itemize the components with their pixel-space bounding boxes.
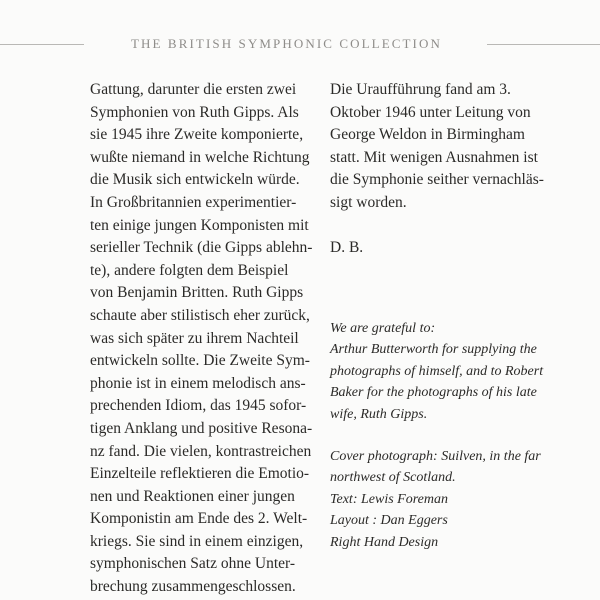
- text-line: sie 1945 ihre Zweite komponierte,: [90, 126, 304, 144]
- text-line: nen und Reaktionen einer jungen: [90, 487, 295, 505]
- text-credit: Text: Lewis Foreman: [330, 491, 448, 507]
- page-header: [0, 36, 600, 54]
- text-line: Gattung, darunter die ersten zwei: [90, 81, 297, 98]
- text-line: die Symphonie seither vernachläs-: [330, 171, 544, 189]
- text-line: phonie ist in einem melodisch ans-: [90, 374, 306, 392]
- left-text-column: [90, 79, 325, 599]
- text-line: statt. Mit wenigen Ausnahmen ist: [330, 148, 538, 166]
- right-text-column: [330, 79, 590, 259]
- acknowledgement-line: wife, Ruth Gipps.: [330, 406, 428, 422]
- text-line: Symphonien von Ruth Gipps. Als: [90, 103, 299, 121]
- text-line: kriegs. Sie sind in einem einzigen,: [90, 532, 304, 550]
- text-line: schaute aber stilistisch eher zurück,: [90, 306, 310, 324]
- text-line: entwickeln sollte. Die Zweite Sym-: [90, 352, 310, 370]
- text-line: von Benjamin Britten. Ruth Gipps: [90, 284, 304, 302]
- author-signature: D. B.: [330, 238, 364, 256]
- acknowledgement-line: Baker for the photographs of his late: [330, 385, 537, 401]
- series-title: THE BRITISH SYMPHONIC COLLECTION: [131, 36, 442, 51]
- text-line: die Musik sich entwickeln würde.: [90, 171, 300, 189]
- text-line: te), andere folgten dem Beispiel: [90, 261, 289, 279]
- acknowledgement-line: photographs of himself, and to Robert: [330, 363, 544, 379]
- text-line: was sich später zu ihrem Nachteil: [90, 329, 299, 347]
- text-line: Einzelteile reflektieren die Emotio-: [90, 465, 310, 483]
- cover-photo-credit: northwest of Scotland.: [330, 470, 456, 486]
- text-line: In Großbritannien experimentier-: [90, 193, 297, 211]
- cover-photo-credit: Cover photograph: Suilven, in the far: [330, 449, 541, 465]
- text-line: wußte niemand in welche Richtung: [90, 148, 310, 166]
- acknowledgement-line: Arthur Butterworth for supplying the: [330, 342, 537, 358]
- text-line: nz fand. Die vielen, kontrastreichen: [90, 442, 312, 460]
- text-line: serieller Technik (die Gipps ablehn-: [90, 239, 313, 257]
- text-line: prechenden Idiom, das 1945 sofor-: [90, 397, 307, 415]
- text-line: symphonischen Satz ohne Unter-: [90, 555, 296, 573]
- header-rule-left: [0, 44, 84, 45]
- text-line: Komponistin am Ende des 2. Welt-: [90, 510, 308, 528]
- layout-credit: Layout : Dan Eggers: [330, 513, 448, 529]
- header-rule-right: [487, 44, 600, 45]
- text-line: ten einige jungen Komponisten mit: [90, 216, 309, 234]
- credits-block: [330, 318, 595, 553]
- acknowledgement-heading: We are grateful to:: [330, 321, 436, 336]
- text-line: George Weldon in Birmingham: [330, 126, 525, 144]
- design-credit: Right Hand Design: [330, 534, 439, 550]
- text-line: brechung zusammengeschlossen.: [90, 578, 296, 596]
- credits-spacer: [330, 425, 595, 446]
- text-line: Die Uraufführung fand am 3.: [330, 81, 511, 98]
- text-line: sigt worden.: [330, 193, 407, 211]
- text-line: tigen Anklang und positive Resona-: [90, 419, 313, 437]
- text-line: Oktober 1946 unter Leitung von: [330, 103, 531, 121]
